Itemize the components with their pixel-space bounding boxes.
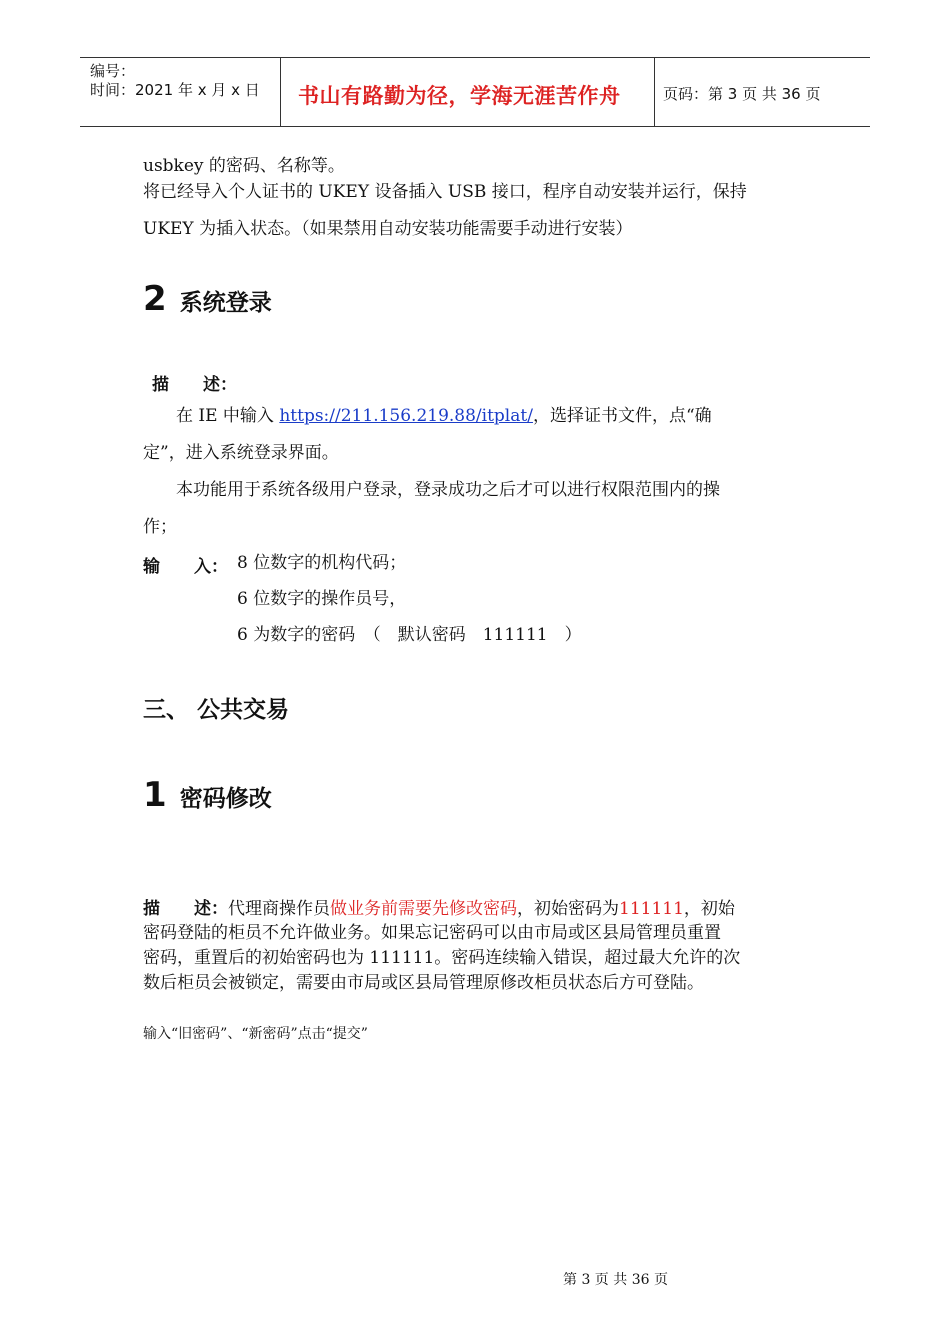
intro-line-1: usbkey 的密码、名称等。 <box>143 156 345 176</box>
header-divider <box>280 58 281 126</box>
page-footer: 第 3 页 共 36 页 <box>563 1272 668 1288</box>
login-input-label: 输 入： <box>143 557 228 577</box>
login-input-3: 6 为数字的密码 （ 默认密码 111111 ） <box>237 625 582 645</box>
intro-line-2: 将已经导入个人证书的 UKEY 设备插入 USB 接口，程序自动安装并运行，保持 <box>143 182 747 202</box>
login-p1-text-after: ，选择证书文件，点“确 <box>532 406 712 426</box>
login-paragraph-1 <box>176 406 712 426</box>
password-note: 输入“旧密码”、“新密码”点击“提交” <box>143 1026 368 1042</box>
section-number: 2 <box>143 279 167 319</box>
section-number: 1 <box>143 775 167 815</box>
header-motto: 书山有路勤为径，学海无涯苦作舟 <box>298 84 621 108</box>
section-public-heading: 三、 公共交易 <box>143 697 290 723</box>
intro-line-3: UKEY 为插入状态。（如果禁用自动安装功能需要手动进行安装） <box>143 219 633 239</box>
header-number-label: 编号： <box>90 62 136 80</box>
header-divider <box>654 58 655 126</box>
password-desc-label: 描 述： <box>143 899 228 919</box>
password-desc-line-2: 密码登陆的柜员不允许做业务。如果忘记密码可以由市局或区县局管理员重置 <box>143 923 721 943</box>
login-input-2: 6 位数字的操作员号， <box>237 589 407 609</box>
password-initial-value: 111111 <box>619 899 684 919</box>
login-paragraph-1-cont: 定”，进入系统登录界面。 <box>143 443 339 463</box>
password-desc-line-4: 数后柜员会被锁定，需要由市局或区县局管理原修改柜员状态后方可登陆。 <box>143 973 704 993</box>
password-desc-text: 代理商操作员 <box>228 899 330 919</box>
header-time-label: 时间：2021 年 x 月 x 日 <box>90 81 260 99</box>
header-page-info: 页码：第 3 页 共 36 页 <box>663 85 821 103</box>
login-p1-text: 在 IE 中输入 <box>176 406 280 426</box>
section-password-heading <box>143 775 272 815</box>
password-desc-text: ，初始密码为 <box>517 899 619 919</box>
password-desc-line-1 <box>143 899 735 919</box>
section-title: 系统登录 <box>179 290 272 316</box>
login-desc-label: 描 述： <box>152 375 237 395</box>
section-login-heading <box>143 279 272 319</box>
section-title: 密码修改 <box>179 786 272 812</box>
login-input-1: 8 位数字的机构代码； <box>237 553 407 573</box>
login-paragraph-2: 本功能用于系统各级用户登录，登录成功之后才可以进行权限范围内的操 <box>176 480 720 500</box>
password-desc-text: ，初始 <box>683 899 735 919</box>
login-url-link[interactable]: https://211.156.219.88/itplat/ <box>279 406 533 426</box>
password-desc-line-3: 密码，重置后的初始密码也为 111111。密码连续输入错误，超过最大允许的次 <box>143 948 741 968</box>
login-paragraph-2-cont: 作； <box>143 517 177 537</box>
password-highlight: 做业务前需要先修改密码 <box>330 899 517 919</box>
